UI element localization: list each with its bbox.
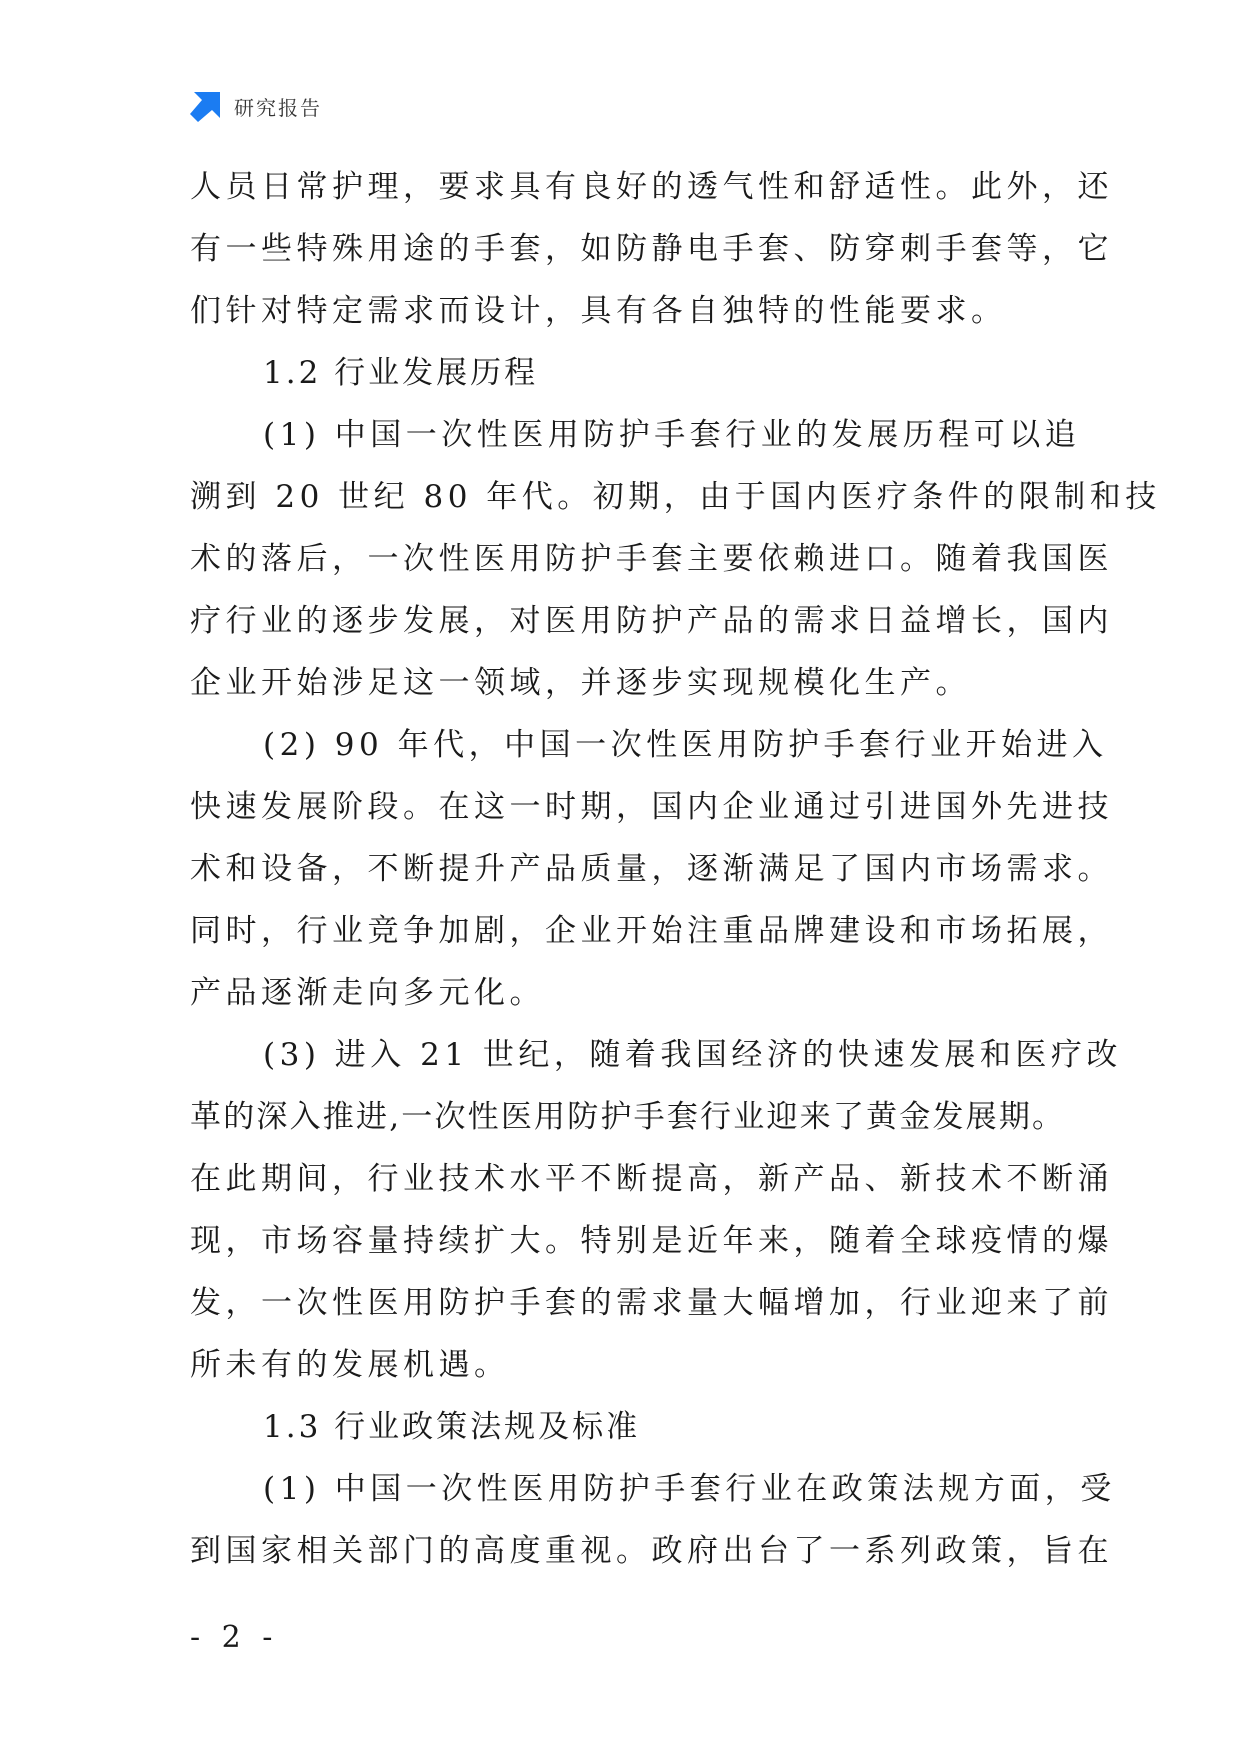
body-line: 所未有的发展机遇。 <box>190 1347 510 1383</box>
body-line: 有一些特殊用途的手套，如防静电手套、防穿刺手套等，它 <box>190 231 1113 267</box>
body-line: 产品逐渐走向多元化。 <box>190 975 545 1011</box>
document-body <box>190 156 1161 1582</box>
body-line: 们针对特定需求而设计，具有各自独特的性能要求。 <box>190 293 1007 329</box>
body-line: (1) 中国一次性医用防护手套行业在政策法规方面，受 <box>263 1471 1116 1507</box>
body-line: 疗行业的逐步发展，对医用防护产品的需求日益增长，国内 <box>190 603 1113 639</box>
body-line: 现，市场容量持续扩大。特别是近年来，随着全球疫情的爆 <box>190 1223 1113 1259</box>
body-line: 人员日常护理，要求具有良好的透气性和舒适性。此外，还 <box>190 169 1113 205</box>
arrow-up-right-icon <box>190 90 222 122</box>
body-line: 革的深入推进,一次性医用防护手套行业迎来了黄金发展期。 <box>190 1099 1066 1135</box>
body-line: (3) 进入 21 世纪，随着我国经济的快速发展和医疗改 <box>263 1037 1122 1073</box>
body-line: 快速发展阶段。在这一时期，国内企业通过引进国外先进技 <box>190 789 1113 825</box>
body-line: (2) 90 年代，中国一次性医用防护手套行业开始进入 <box>263 727 1108 763</box>
body-line: 术的落后，一次性医用防护手套主要依赖进口。随着我国医 <box>190 541 1113 577</box>
report-header <box>190 88 322 124</box>
body-line: 发，一次性医用防护手套的需求量大幅增加，行业迎来了前 <box>190 1285 1113 1321</box>
body-line: 同时，行业竞争加剧，企业开始注重品牌建设和市场拓展， <box>190 913 1113 949</box>
section-heading: 1.3 行业政策法规及标准 <box>263 1409 641 1445</box>
section-heading: 1.2 行业发展历程 <box>263 355 539 391</box>
body-line: 在此期间，行业技术水平不断提高，新产品、新技术不断涌 <box>190 1161 1113 1197</box>
body-line: 到国家相关部门的高度重视。政府出台了一系列政策，旨在 <box>190 1533 1113 1569</box>
body-line: 术和设备，不断提升产品质量，逐渐满足了国内市场需求。 <box>190 851 1113 887</box>
body-line: 溯到 20 世纪 80 年代。初期，由于国内医疗条件的限制和技 <box>190 479 1161 515</box>
header-title: 研究报告 <box>234 95 322 120</box>
page-number: - 2 - <box>190 1620 279 1655</box>
body-line: (1) 中国一次性医用防护手套行业的发展历程可以追 <box>263 417 1081 453</box>
body-line: 企业开始涉足这一领域，并逐步实现规模化生产。 <box>190 665 971 701</box>
